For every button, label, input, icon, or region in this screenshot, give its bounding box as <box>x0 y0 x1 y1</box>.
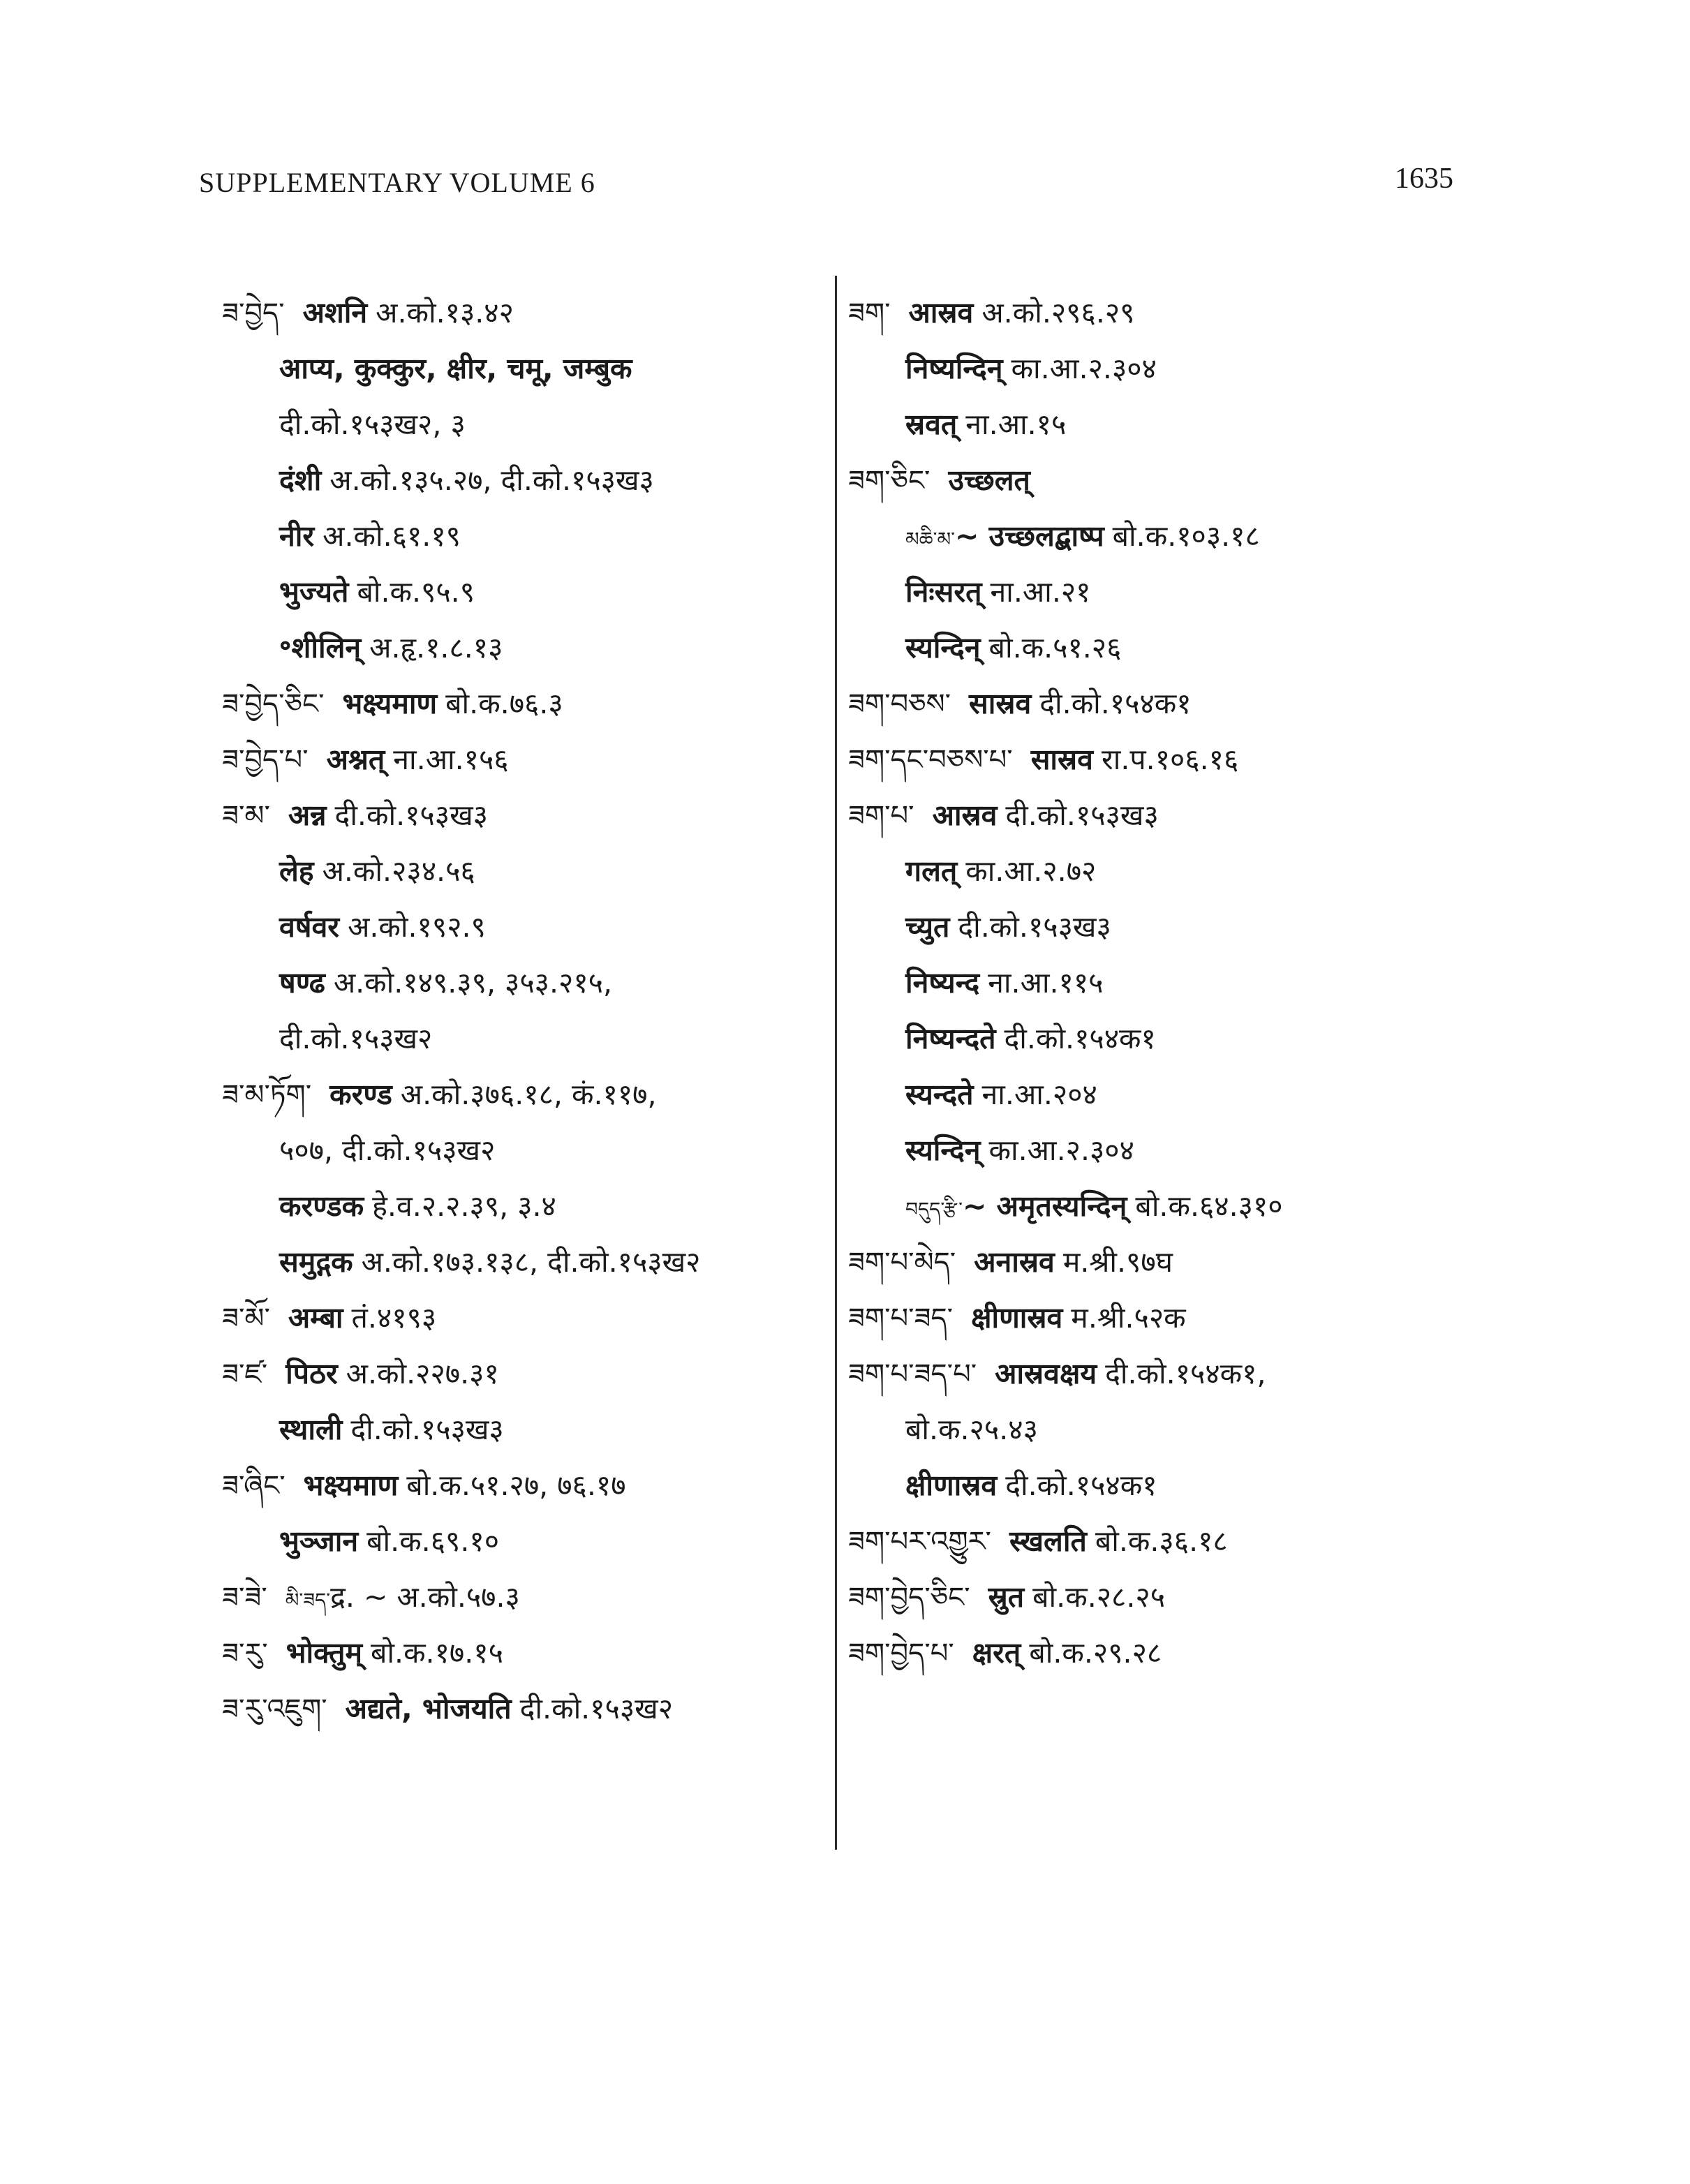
source-reference: म.श्री.९७घ <box>1062 1245 1173 1279</box>
tibetan-headword: ཟག་པ་ཟད་པ་ <box>848 1358 977 1390</box>
dictionary-entry <box>222 1346 822 1402</box>
dictionary-subentry <box>848 1067 1476 1122</box>
source-reference: दी.को.१५४क१, <box>1105 1357 1266 1390</box>
dictionary-entry <box>222 1457 822 1513</box>
dictionary-entry <box>222 1569 822 1625</box>
sanskrit-equivalent: निष्यन्द <box>905 966 980 1000</box>
source-reference: बो.क.२५.४३ <box>905 1413 1038 1446</box>
sanskrit-equivalent: निष्यन्दते <box>905 1022 996 1055</box>
sanskrit-equivalent: स्खलति <box>1009 1524 1087 1558</box>
source-reference: दी.को.१५३ख२ <box>519 1692 674 1725</box>
source-reference: बो.क.१०३.१८ <box>1112 519 1260 553</box>
tibetan-headword: ཟ་རུ་འཇུག་ <box>222 1693 327 1725</box>
sanskrit-equivalent: क्षीणास्रव <box>971 1301 1063 1335</box>
source-reference: अ.को.२९६.२९ <box>981 296 1135 329</box>
source-reference: बो.क.७६.३ <box>445 687 563 720</box>
sanskrit-equivalent: आस्रव <box>932 798 998 832</box>
sanskrit-equivalent: आस्रवक्षय <box>995 1357 1097 1390</box>
source-reference: ना.आ.२१ <box>990 575 1091 609</box>
source-reference: बो.क.९५.९ <box>357 575 475 609</box>
source-reference: बो.क.६९.१० <box>366 1524 500 1558</box>
sanskrit-equivalent: स्रुत <box>988 1580 1025 1614</box>
tibetan-headword: ཟག་པར་འགྱུར་ <box>848 1526 991 1558</box>
source-reference: अ.को.१७३.१३८, दी.को.१५३ख२ <box>361 1245 701 1279</box>
sanskrit-equivalent: भक्ष्यमाण <box>342 687 438 720</box>
tibetan-headword: ཟག་པ་མེད་ <box>848 1247 956 1279</box>
dictionary-entry <box>848 1513 1476 1569</box>
source-reference: दी.को.१५४क१ <box>1039 687 1192 720</box>
tibetan-compound: མཆི་མ་ <box>905 528 956 551</box>
source-reference: ना.आ.१५ <box>965 408 1067 441</box>
dictionary-subentry <box>222 564 822 620</box>
dictionary-subentry <box>222 955 822 1011</box>
tibetan-compound: མི་ཟད་ <box>285 1589 331 1612</box>
source-reference: बो.क.६४.३१० <box>1135 1189 1283 1223</box>
tibetan-headword: ཟག་བྱེད་ཅིང་ <box>848 1582 970 1614</box>
source-reference: अ.हृ.१.८.१३ <box>369 631 503 664</box>
sanskrit-equivalent: अन्न <box>288 798 327 832</box>
sanskrit-equivalent: स्यन्दते <box>905 1078 974 1111</box>
sanskrit-equivalent: निष्यन्दिन् <box>905 352 1003 385</box>
dictionary-subentry <box>848 564 1476 620</box>
sanskrit-equivalent: स्रवत् <box>905 408 958 441</box>
tibetan-headword: ཟག་པ་ <box>848 800 914 832</box>
source-reference: अ.को.३७६.१८, कं.११७, <box>400 1078 657 1111</box>
source-reference: बो.क.५१.२६ <box>988 631 1122 664</box>
dictionary-subentry <box>848 620 1476 676</box>
source-reference: दी.को.१५३ख२ <box>279 1022 433 1055</box>
dictionary-entry <box>848 1290 1476 1346</box>
tibetan-headword: ཟག་བཅས་ <box>848 688 951 720</box>
dictionary-entry <box>222 787 822 843</box>
source-reference: दी.को.१५३ख३ <box>958 910 1111 944</box>
dictionary-entry <box>848 1234 1476 1290</box>
source-reference: बो.क.२९.२८ <box>1029 1636 1162 1670</box>
page-number: 1635 <box>1395 163 1453 195</box>
tibetan-headword: ཟག་དང་བཅས་པ་ <box>848 744 1013 776</box>
dictionary-subentry <box>222 452 822 508</box>
sanskrit-equivalent: क्षरत् <box>972 1636 1021 1670</box>
source-reference: का.आ.२.३०४ <box>988 1134 1134 1167</box>
tibetan-headword: ཟག་ཅིང་ <box>848 465 931 497</box>
sanskrit-equivalent: भक्ष्यमाण <box>303 1469 399 1502</box>
dictionary-entry <box>848 285 1476 341</box>
dictionary-subentry <box>848 955 1476 1011</box>
dictionary-subentry <box>222 1513 822 1569</box>
dictionary-subentry <box>848 1122 1476 1178</box>
source-reference: का.आ.२.३०४ <box>1011 352 1157 385</box>
source-reference: ना.आ.१५६ <box>393 743 509 776</box>
source-reference: अ.को.१९२.९ <box>348 910 486 944</box>
source-reference: हे.व.२.२.३९, ३.४ <box>372 1189 556 1223</box>
sanskrit-equivalent: अश्नत् <box>326 743 385 776</box>
dictionary-subentry <box>848 899 1476 955</box>
sanskrit-equivalent: भोक्तुम् <box>286 1636 362 1670</box>
right-column <box>848 285 1476 1681</box>
dictionary-subentry <box>222 341 822 396</box>
dictionary-entry <box>848 787 1476 843</box>
running-header: SUPPLEMENTARY VOLUME 6 <box>199 167 595 198</box>
sanskrit-equivalent: सास्रव <box>1030 743 1093 776</box>
source-reference: रा.प.१०६.१६ <box>1101 743 1239 776</box>
source-reference: द्र. ~ अ.को.५७.३ <box>330 1580 520 1614</box>
sanskrit-equivalent: करण्डक <box>279 1189 364 1223</box>
dictionary-subentry <box>848 1178 1476 1234</box>
dictionary-subentry <box>848 1402 1476 1457</box>
dictionary-subentry <box>222 1178 822 1234</box>
sanskrit-equivalent: च्युत <box>905 910 950 944</box>
dictionary-entry <box>222 285 822 341</box>
sanskrit-equivalent: अम्बा <box>288 1301 343 1335</box>
sanskrit-equivalent: क्षीणास्रव <box>905 1469 998 1502</box>
dictionary-subentry <box>222 843 822 899</box>
dictionary-entry <box>222 731 822 787</box>
source-reference: दी.को.१५३ख३ <box>1005 798 1159 832</box>
tibetan-headword: ཟ་མ་ <box>222 800 270 832</box>
dictionary-entry <box>222 1067 822 1122</box>
sanskrit-equivalent: स्यन्दिन् <box>905 631 981 664</box>
sanskrit-equivalent: भुज्यते <box>279 575 349 609</box>
source-reference: दी.को.१५३ख३ <box>350 1413 504 1446</box>
dictionary-subentry <box>222 1234 822 1290</box>
dictionary-entry <box>848 1569 1476 1625</box>
sanskrit-equivalent: अशनि <box>302 296 368 329</box>
column-divider <box>835 276 837 1850</box>
dictionary-subentry <box>848 1457 1476 1513</box>
source-reference: ना.आ.११५ <box>988 966 1104 1000</box>
tibetan-headword: ཟ་མ་ཏོག་ <box>222 1079 312 1111</box>
tibetan-headword: ཟ་ཟེ་ <box>222 1582 267 1614</box>
sanskrit-equivalent: गलत् <box>905 854 958 888</box>
sanskrit-equivalent: आस्रव <box>908 296 974 329</box>
source-reference: का.आ.२.७२ <box>965 854 1097 888</box>
dictionary-subentry <box>222 1402 822 1457</box>
sanskrit-equivalent: दंशी <box>279 463 322 497</box>
sanskrit-equivalent: समुद्गक <box>279 1245 353 1279</box>
dictionary-entry <box>848 731 1476 787</box>
source-reference: तं.४१९३ <box>351 1301 437 1335</box>
dictionary-subentry <box>848 508 1476 564</box>
tibetan-headword: ཟག་བྱེད་པ་ <box>848 1637 954 1670</box>
sanskrit-equivalent: ~ उच्छलद्बाष्प <box>955 519 1104 553</box>
source-reference: ना.आ.२०४ <box>981 1078 1097 1111</box>
source-reference: बो.क.१७.१५ <box>371 1636 503 1670</box>
dictionary-entry <box>848 676 1476 731</box>
sanskrit-equivalent: अनास्रव <box>974 1245 1055 1279</box>
source-reference: अ.को.६१.१९ <box>323 519 461 553</box>
source-reference: म.श्री.५२क <box>1071 1301 1186 1335</box>
tibetan-headword: ཟ་མོ་ <box>222 1302 270 1335</box>
dictionary-subentry <box>848 843 1476 899</box>
dictionary-subentry <box>848 1011 1476 1067</box>
source-reference: अ.को.२३४.५६ <box>322 854 475 888</box>
tibetan-headword: ཟག་པ་ཟད་ <box>848 1302 954 1335</box>
dictionary-entry <box>222 1681 822 1737</box>
sanskrit-equivalent: स्यन्दिन् <box>905 1134 981 1167</box>
sanskrit-equivalent: ~ अमृतस्यन्दिन् <box>963 1189 1127 1223</box>
sanskrit-equivalent: षण्ढ <box>279 966 325 1000</box>
source-reference: अ.को.१४९.३९, ३५३.२१५, <box>333 966 612 1000</box>
dictionary-subentry <box>222 1011 822 1067</box>
tibetan-headword: ཟ་ཛ་ <box>222 1358 268 1390</box>
dictionary-subentry <box>848 341 1476 396</box>
source-reference: अ.को.१३.४२ <box>376 296 514 329</box>
sanskrit-equivalent: सास्रव <box>969 687 1032 720</box>
source-reference: बो.क.५१.२७, ७६.१७ <box>406 1469 626 1502</box>
tibetan-headword: ཟག་ <box>848 297 891 329</box>
source-reference: दी.को.१५४क१ <box>1005 1469 1157 1502</box>
source-reference: दी.को.१५३ख२, ३ <box>279 408 466 441</box>
tibetan-headword: ཟ་བྱེད་ <box>222 297 285 329</box>
sanskrit-equivalent: उच्छलत् <box>948 463 1030 497</box>
sanskrit-equivalent: भुञ्जान <box>279 1524 359 1558</box>
tibetan-headword: ཟ་བྱེད་ཅིང་ <box>222 688 325 720</box>
tibetan-compound: བདུད་རྩི་ <box>905 1198 963 1221</box>
source-reference: ५०७, दी.को.१५३ख२ <box>279 1134 496 1167</box>
sanskrit-equivalent: अद्यते, भोजयति <box>345 1692 512 1725</box>
tibetan-headword: ཟ་ཞིང་ <box>222 1470 286 1502</box>
source-reference: बो.क.२८.२५ <box>1032 1580 1166 1614</box>
dictionary-entry <box>848 452 1476 508</box>
dictionary-entry <box>222 676 822 731</box>
sanskrit-equivalent: करण्ड <box>329 1078 392 1111</box>
sanskrit-equivalent: वर्षवर <box>279 910 340 944</box>
sanskrit-equivalent: नीर <box>279 519 315 553</box>
dictionary-subentry <box>222 899 822 955</box>
dictionary-entry <box>848 1625 1476 1681</box>
source-reference: दी.को.१५४क१ <box>1004 1022 1156 1055</box>
source-reference: बो.क.३६.१८ <box>1095 1524 1228 1558</box>
sanskrit-equivalent: पिठर <box>286 1357 338 1390</box>
sanskrit-equivalent: निःसरत् <box>905 575 982 609</box>
tibetan-headword: ཟ་བྱེད་པ་ <box>222 744 309 776</box>
sanskrit-equivalent: आप्य, कुक्कुर, क्षीर, चमू, जम्बुक <box>279 352 632 385</box>
left-column <box>222 285 822 1737</box>
source-reference: अ.को.२२७.३१ <box>346 1357 499 1390</box>
sanskrit-equivalent: लेह <box>279 854 314 888</box>
dictionary-subentry <box>222 620 822 676</box>
dictionary-subentry <box>222 508 822 564</box>
sanskrit-equivalent: ॰शीलिन् <box>279 631 362 664</box>
dictionary-entry <box>222 1290 822 1346</box>
source-reference: अ.को.१३५.२७, दी.को.१५३ख३ <box>329 463 654 497</box>
dictionary-subentry <box>848 396 1476 452</box>
dictionary-subentry <box>222 1122 822 1178</box>
dictionary-entry <box>222 1625 822 1681</box>
dictionary-subentry <box>222 396 822 452</box>
dictionary-entry <box>848 1346 1476 1402</box>
sanskrit-equivalent: स्थाली <box>279 1413 343 1446</box>
source-reference: दी.को.१५३ख३ <box>334 798 488 832</box>
tibetan-headword: ཟ་རུ་ <box>222 1637 268 1670</box>
